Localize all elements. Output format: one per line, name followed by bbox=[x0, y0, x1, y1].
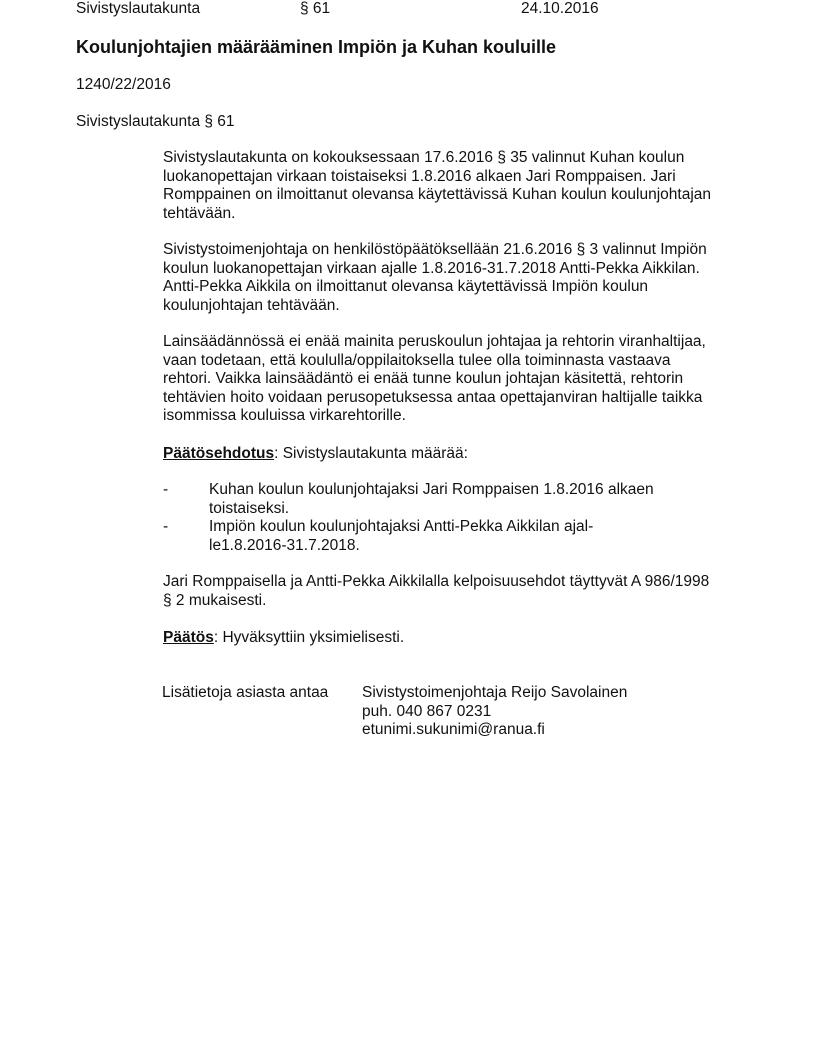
text-line: le1.8.2016-31.7.2018. bbox=[209, 536, 360, 554]
contact-email: etunimi.sukunimi@ranua.fi bbox=[362, 721, 545, 738]
header-board: Sivistyslautakunta bbox=[76, 0, 201, 17]
text-line: koulunjohtajan tehtävään. bbox=[163, 296, 340, 314]
text-line: Sivistyslautakunta on kokouksessaan 17.6.2016 § 35 valinnut Kuhan koulun bbox=[163, 149, 685, 166]
page-title: Koulunjohtajien määrääminen Impiön ja Kuhan kouluille bbox=[76, 37, 557, 57]
board-section: Sivistyslautakunta § 61 bbox=[76, 113, 235, 130]
text-line: § 2 mukaisesti. bbox=[163, 591, 267, 609]
text-line: toistaiseksi. bbox=[209, 499, 290, 517]
proposal-label: Päätösehdotus bbox=[163, 445, 275, 462]
text-line: rehtori. Vaikka lainsäädäntö ei enää tunne koulun johtajan käsitettä, rehtorin bbox=[163, 370, 684, 387]
text-line: luokanopettajan virkaan toistaiseksi 1.8.2016 alkaen Jari Romppaisen. Jari bbox=[163, 167, 676, 185]
record-number: 1240/22/2016 bbox=[76, 76, 171, 93]
text-line: vaan todetaan, että koululla/oppilaitoksella tulee olla toiminnasta vastaava bbox=[163, 351, 671, 369]
proposal-item bbox=[163, 481, 168, 500]
paragraph-2 bbox=[163, 241, 707, 315]
text-line: isommissa kouluissa virkarehtorille. bbox=[163, 407, 406, 424]
paragraph-3 bbox=[163, 333, 706, 426]
proposal-item-text bbox=[209, 481, 654, 518]
proposal-item bbox=[163, 518, 168, 537]
header-date: 24.10.2016 bbox=[521, 0, 599, 17]
decision-label: Päätös bbox=[163, 629, 214, 646]
text-line: Antti-Pekka Aikkila on ilmoittanut olevansa käytettävissä Impiön koulun bbox=[163, 278, 649, 295]
text-line: tehtävien hoito voidaan perusopetuksessa antaa opettajanviran haltijalle taikka bbox=[163, 388, 703, 406]
bullet-dash: - bbox=[163, 518, 169, 535]
text-line: tehtävään. bbox=[163, 204, 236, 222]
paragraph-1 bbox=[163, 149, 711, 223]
text-line: Kuhan koulun koulunjohtajaksi Jari Romppaisen 1.8.2016 alkaen bbox=[209, 481, 654, 498]
decision-text: : Hyväksyttiin yksimielisesti. bbox=[213, 629, 405, 646]
text-line: Jari Romppaisella ja Antti-Pekka Aikkilalla kelpoisuusehdot täyttyvät A 986/1998 bbox=[163, 573, 710, 590]
text-line: Romppainen on ilmoittanut olevansa käytettävissä Kuhan koulun koulunjohtajan bbox=[163, 186, 712, 203]
text-line: Lainsäädännössä ei enää mainita peruskoulun johtajaa ja rehtorin viranhaltijaa, bbox=[163, 333, 706, 350]
decision bbox=[163, 629, 404, 647]
contact-label: Lisätietoja asiasta antaa bbox=[162, 684, 329, 701]
text-line: koulun luokanopettajan virkaan ajalle 1.8.2016-31.7.2018 Antti-Pekka Aikkilan. bbox=[163, 259, 700, 277]
bullet-dash: - bbox=[163, 481, 169, 498]
proposal-text: : Sivistyslautakunta määrää: bbox=[274, 445, 468, 462]
proposal-item-text bbox=[209, 518, 593, 555]
qualification bbox=[163, 573, 709, 610]
contact-phone: puh. 040 867 0231 bbox=[362, 702, 492, 720]
text-line: Sivistystoimenjohtaja on henkilöstöpäätöksellään 21.6.2016 § 3 valinnut Impiön bbox=[163, 241, 707, 258]
header-section: § 61 bbox=[300, 0, 331, 17]
contact-info bbox=[362, 684, 627, 740]
proposal bbox=[163, 445, 468, 463]
contact-name: Sivistystoimenjohtaja Reijo Savolainen bbox=[362, 684, 628, 701]
text-line: Impiön koulun koulunjohtajaksi Antti-Pekka Aikkilan ajal- bbox=[209, 518, 594, 535]
